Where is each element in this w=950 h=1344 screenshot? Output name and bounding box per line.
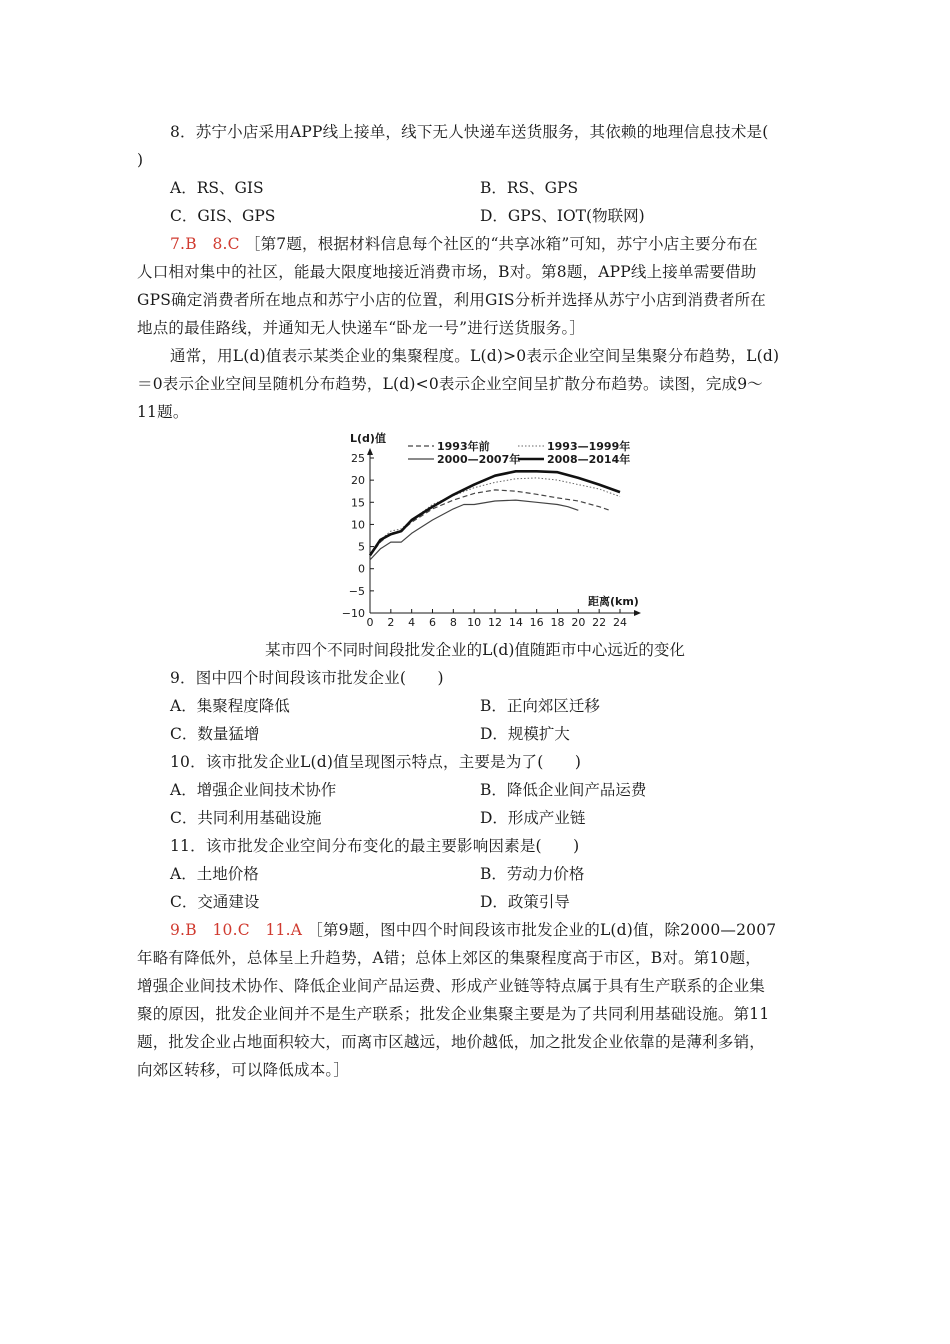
answer-9-11-line-2: 年略有降低外，总体呈上升趋势，A错；总体上郊区的集聚程度高于市区，B对。第10题， [137, 949, 762, 967]
q10-option-b: B．降低企业间产品运费 [480, 781, 647, 799]
y-tick-label: 20 [351, 474, 365, 488]
legend-label-3: 2000—2007年 [437, 453, 521, 466]
answer-9-11-line-3: 增强企业间技术协作、降低企业间产品运费、形成产业链等特点属于具有生产联系的企业集 [137, 977, 766, 995]
y-tick-label: 15 [351, 496, 365, 510]
series-lines [370, 471, 620, 560]
q11-option-b: B．劳动力价格 [480, 865, 585, 883]
answer-9-11-line-6: 向郊区转移，可以降低成本。］ [137, 1061, 350, 1079]
intro-line-2: ＝0表示企业空间呈随机分布趋势，L(d)<0表示企业空间呈扩散分布趋势。读图，完成9～ [137, 375, 763, 393]
q9-stem: 9．图中四个时间段该市批发企业( ) [170, 669, 444, 687]
answer-7-8-line-4: 地点的最佳路线，并通知无人快递车“卧龙一号”进行送货服务。］ [137, 319, 586, 337]
series-line-4 [370, 471, 620, 555]
q11-option-a: A．土地价格 [170, 865, 259, 883]
q11-option-d: D．政策引导 [480, 893, 570, 911]
x-axis-arrow [634, 610, 641, 616]
q9-option-b: B．正向郊区迁移 [480, 697, 600, 715]
q8-stem: 8．苏宁小店采用APP线上接单，线下无人快递车送货服务，其依赖的地理信息技术是( [170, 123, 769, 141]
q10-option-a: A．增强企业间技术协作 [170, 781, 337, 799]
x-tick-label: 20 [571, 616, 586, 629]
q9-option-d: D．规模扩大 [480, 725, 570, 743]
y-tick-label: 25 [351, 452, 365, 465]
legend-label-2: 1993—1999年 [547, 440, 631, 453]
q11-option-c: C．交通建设 [170, 893, 260, 911]
x-tick-label: 16 [529, 616, 544, 629]
q8-option-a: A．RS、GIS [170, 179, 264, 197]
q8-stem-cont: ) [137, 151, 144, 169]
legend-label-1: 1993年前 [437, 440, 490, 453]
legend [408, 439, 630, 466]
x-tick-label: 14 [508, 616, 523, 629]
q9-option-a: A．集聚程度降低 [170, 697, 290, 715]
x-tick-label: 12 [488, 616, 502, 629]
x-tick-label: 8 [449, 616, 457, 629]
y-tick-label: 10 [351, 518, 365, 532]
y-axis-arrow [367, 448, 373, 455]
answer-key-9-11: 9.B 10.C 11.A [170, 921, 303, 939]
x-tick-label: 2 [387, 616, 395, 629]
y-axis-title: L(d)值 [350, 432, 386, 445]
answer-7-8-line-2: 人口相对集中的社区，能最大限度地接近消费市场，B对。第8题，APP线上接单需要借助 [137, 263, 757, 281]
q9-option-c: C．数量猛增 [170, 725, 260, 743]
answer-7-8-line-3: GPS确定消费者所在地点和苏宁小店的位置，利用GIS分析并选择从苏宁小店到消费者所在 [137, 291, 766, 309]
answer-7-8-line-1 [170, 230, 850, 258]
q11-stem: 11．该市批发企业空间分布变化的最主要影响因素是( ) [170, 837, 580, 855]
x-tick-label: 22 [592, 616, 607, 629]
x-axis-title: 距离(km) [588, 595, 639, 608]
x-tick-label: 0 [366, 616, 374, 629]
series-line-1 [370, 490, 610, 556]
legend-label-4: 2008—2014年 [547, 453, 631, 466]
q8-option-d: D．GPS、IOT(物联网) [480, 207, 645, 225]
answer-9-11-line-1 [170, 916, 850, 944]
y-tick-label: −10 [341, 607, 365, 620]
x-tick-label: 24 [613, 616, 627, 629]
q8-option-c: C．GIS、GPS [170, 207, 276, 225]
answer-9-11-line-5: 题，批发企业占地面积较大，而离市区越远，地价越低，加之批发企业依靠的是薄利多销， [137, 1033, 766, 1051]
x-tick-label: 18 [550, 616, 565, 629]
q8-option-b: B．RS、GPS [480, 179, 579, 197]
answer-9-11-text: ［第9题，图中四个时间段该市批发企业的L(d)值，除2000—2007 [307, 921, 777, 939]
answer-9-11-line-4: 聚的原因，批发企业间并不是生产联系；批发企业集聚主要是为了共同利用基础设施。第11 [137, 1005, 770, 1023]
q10-stem: 10．该市批发企业L(d)值呈现图示特点，主要是为了( ) [170, 753, 582, 771]
answer-key-7-8: 7.B 8.C [170, 235, 240, 253]
q10-option-c: C．共同利用基础设施 [170, 809, 322, 827]
line-chart [330, 428, 660, 636]
y-tick-label: −5 [348, 584, 365, 598]
q10-option-d: D．形成产业链 [480, 809, 586, 827]
figure-caption: 某市四个不同时间段批发企业的L(d)值随距市中心远近的变化 [265, 641, 685, 659]
y-tick-label: 5 [358, 540, 365, 554]
answer-7-8-text: ［第7题，根据材料信息每个社区的“共享冰箱”可知，苏宁小店主要分布在 [244, 235, 758, 253]
y-tick-label: 0 [358, 562, 365, 576]
x-tick-label: 6 [429, 616, 436, 629]
x-tick-label: 4 [408, 616, 416, 629]
intro-line-3: 11题。 [137, 403, 189, 421]
intro-line-1: 通常，用L(d)值表示某类企业的集聚程度。L(d)>0表示企业空间呈集聚分布趋势，L(d) [170, 347, 780, 365]
x-tick-label: 10 [467, 616, 482, 629]
